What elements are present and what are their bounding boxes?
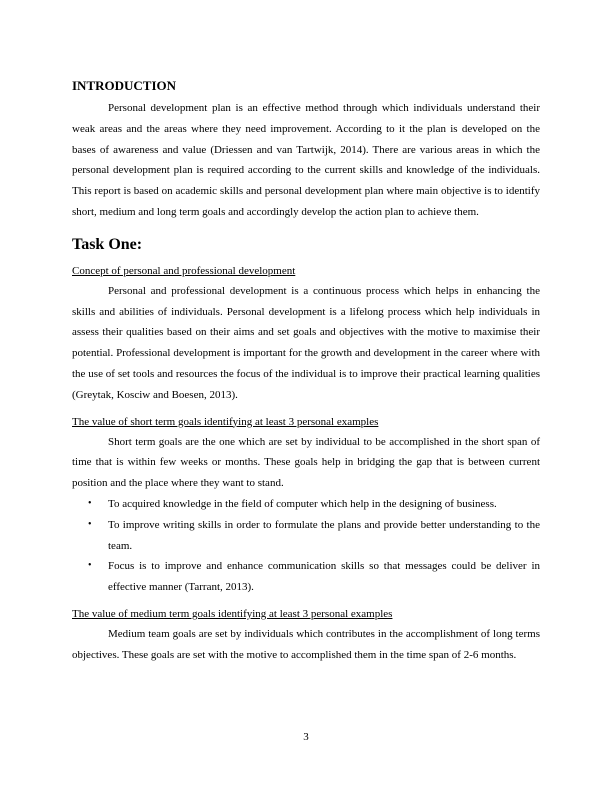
medium-term-paragraph: Medium team goals are set by individuals which contributes in the accomplishment of long terms objectives. These goals are set with the motive to accomplished them in the time span of 2-6 months. [72, 627, 540, 661]
page-number: 3 [303, 731, 309, 743]
introduction-paragraph: Personal development plan is an effective method through which individuals understand their weak areas and the areas where they need improvement. According to it the plan is developed on the bases of awareness and value (Driessen and van Tartwijk, 2014). There are various areas in which the personal development plan is required according to the current skills and knowledge of the individuals. This report is based on academic skills and personal development plan where main objective is to identify short, medium and long term goals and accordingly develop the action plan to achieve them. [72, 102, 540, 218]
list-item-text: Focus is to improve and enhance communication skills so that messages could be deliver in effective manner (Tarrant, 2013). [108, 560, 540, 594]
task-one-heading: Task One: [72, 235, 143, 253]
medium-term-subheading: The value of medium term goals identifying at least 3 personal examples [72, 607, 393, 620]
short-term-subheading: The value of short term goals identifying at least 3 personal examples [72, 415, 379, 428]
bullet-icon: • [88, 497, 92, 509]
concept-subheading: Concept of personal and professional development [72, 264, 296, 277]
short-term-goal-list [72, 494, 540, 598]
bullet-icon: • [88, 518, 92, 530]
concept-paragraph: Personal and professional development is a continuous process which helps in enhancing the skills and abilities of individuals. Personal development is a lifelong process which help individuals in assess their qualities based on their aims and set goals and objectives with the motive to maximise their potential. Professional development is important for the growth and development in the career where with the use of set tools and resources the focus of the individual is to improve their practical learning qualities (Greytak, Kosciw and Boesen, 2013). [72, 284, 540, 401]
list-item [72, 556, 540, 598]
list-item-text: To acquired knowledge in the field of computer which help in the designing of business. [108, 497, 497, 510]
short-term-paragraph: Short term goals are the one which are set by individual to be accomplished in the short span of time that is within few weeks or months. These goals help in bridging the gap that is between current position and the place where they want to stand. [72, 435, 540, 490]
document-page [72, 78, 540, 666]
list-item-text: To improve writing skills in order to formulate the plans and provide better understanding to the team. [108, 518, 540, 552]
list-item [72, 515, 540, 557]
introduction-heading: INTRODUCTION [72, 78, 177, 93]
list-item [72, 494, 540, 515]
bullet-icon: • [88, 560, 92, 572]
